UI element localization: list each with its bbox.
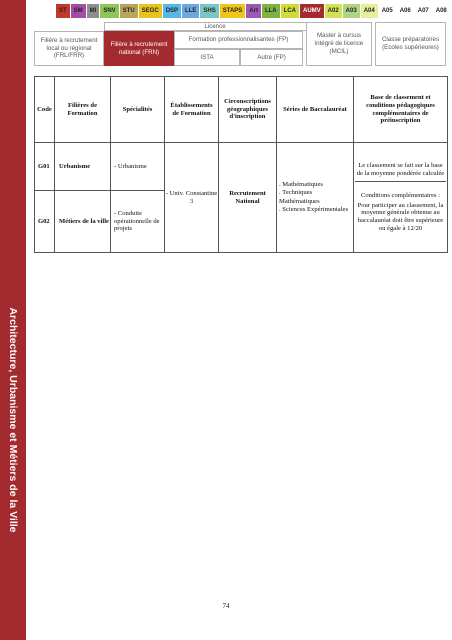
tab-a04[interactable]: A04 [361, 4, 378, 18]
series-item: . Sciences Expérimentales [279, 205, 349, 213]
legend [34, 22, 446, 66]
header-filieres: Filières de Formation [55, 77, 111, 143]
legend-frl: Filière à recrutement local ou régional (FRL/FRR) [34, 31, 104, 66]
specialties-table [34, 76, 448, 253]
row-code: G02 [35, 191, 55, 253]
row-filiere: Urbanisme [55, 143, 111, 191]
tab-a08[interactable]: A08 [433, 4, 450, 18]
tab-art[interactable]: Art [246, 4, 261, 18]
row-specialite: - Conduite opérationnelle de projets [111, 191, 165, 253]
tab-mi[interactable]: MI [87, 4, 100, 18]
legend-licence: Licence [104, 22, 326, 31]
sidebar-title: Architecture, Urbanisme et Métiers de la Ville [7, 307, 19, 533]
header-circonscriptions: Circonscriptions géographiques d'inscription [219, 77, 277, 143]
series-cell [277, 143, 354, 253]
header-base: Base de classement et conditions pédagogiques complémentaires de préinscription [354, 77, 448, 143]
tab-snv[interactable]: SNV [100, 4, 118, 18]
page-number: 74 [222, 602, 230, 610]
tab-stu[interactable]: STU [120, 4, 138, 18]
legend-classe: Classe préparatoires (Ecoles supérieures) [375, 22, 446, 66]
tab-sm[interactable]: SM [71, 4, 86, 18]
legend-frn: Filière à recrutement national (FRN) [104, 31, 174, 66]
field-tabs [56, 4, 451, 18]
header-etablissements: Établissements de Formation [165, 77, 219, 143]
legend-autre: Autre (FP) [240, 49, 303, 66]
tab-segc[interactable]: SEGC [139, 4, 162, 18]
tab-a05[interactable]: A05 [379, 4, 396, 18]
tab-staps[interactable]: STAPS [220, 4, 246, 18]
sidebar-band [0, 0, 26, 640]
header-specialites: Spécialités [111, 77, 165, 143]
tab-dsp[interactable]: DSP [163, 4, 181, 18]
series-item: . Techniques Mathématiques [279, 189, 320, 205]
row-specialite: - Urbanisme [111, 143, 165, 191]
tab-st[interactable]: ST [56, 4, 70, 18]
legend-ista: ISTA [174, 49, 240, 66]
tab-aumv[interactable]: AUMV [300, 4, 324, 18]
table-header-row [35, 77, 448, 143]
etablissement-cell: - Univ. Constantine 3 [165, 143, 219, 253]
tab-a06[interactable]: A06 [397, 4, 414, 18]
row-code: G01 [35, 143, 55, 191]
tab-lle[interactable]: LLE [182, 4, 199, 18]
classement-note: Le classement se fait sur la base de la moyenne pondérée calculée [355, 162, 446, 182]
conditions-cell [354, 143, 448, 253]
conditions-title: Conditions complémentaires : [360, 191, 441, 199]
tab-lca[interactable]: LCA [281, 4, 299, 18]
table-row [35, 143, 448, 191]
conditions-text: Pour participer au classement, la moyenne générale obtenue au baccalauréat doit être supérieure ou égale à 12/20 [357, 201, 444, 233]
header-code: Code [35, 77, 55, 143]
tab-lla[interactable]: LLA [262, 4, 280, 18]
legend-mcil: Master à cursus intégré de licence (MCIL) [306, 22, 372, 66]
tab-a02[interactable]: A02 [325, 4, 342, 18]
tab-a03[interactable]: A03 [343, 4, 360, 18]
legend-fp: Formation professionnalisantes (FP) [174, 31, 303, 49]
circonscription-cell: Recrutement National [219, 143, 277, 253]
series-item: . Mathématiques [279, 181, 323, 189]
tab-shs[interactable]: SHS [200, 4, 218, 18]
tab-a07[interactable]: A07 [415, 4, 432, 18]
row-filiere: Métiers de la ville [55, 191, 111, 253]
header-series: Séries de Baccalauréat [277, 77, 354, 143]
